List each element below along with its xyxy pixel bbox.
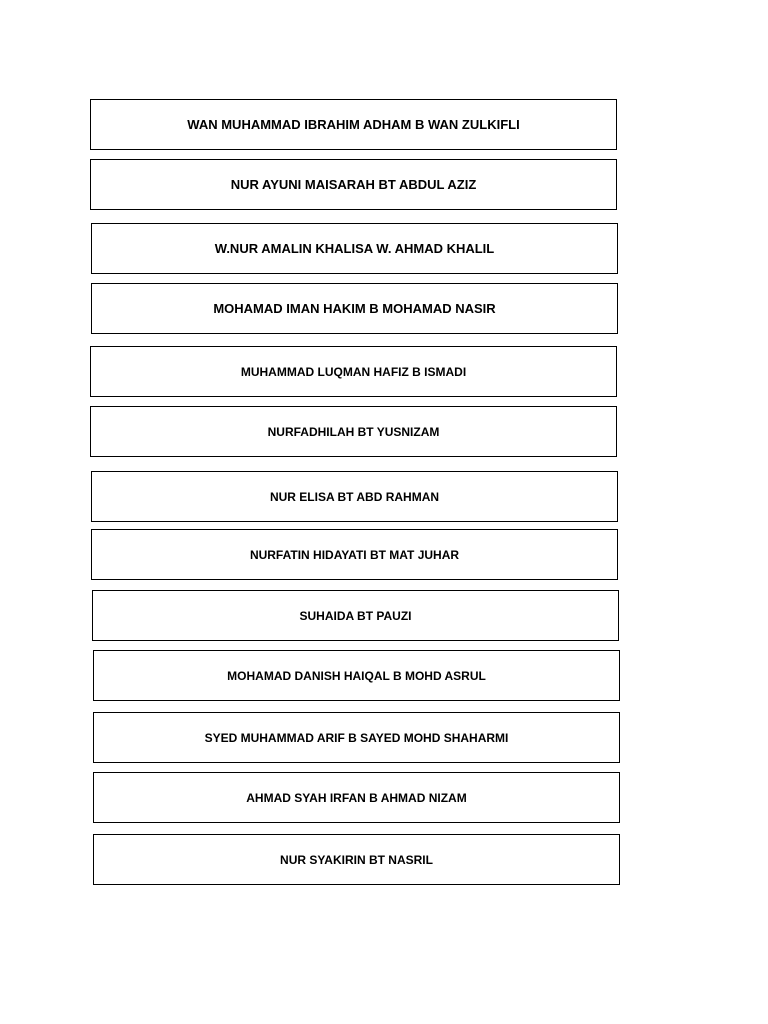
name-label: MUHAMMAD LUQMAN HAFIZ B ISMADI [240, 364, 467, 379]
name-box [91, 529, 618, 580]
name-box [93, 834, 620, 885]
name-label: WAN MUHAMMAD IBRAHIM ADHAM B WAN ZULKIFLI [187, 117, 520, 132]
name-label: NURFADHILAH BT YUSNIZAM [267, 424, 440, 439]
name-box [93, 712, 620, 763]
name-label: SUHAIDA BT PAUZI [299, 608, 412, 623]
name-box [90, 346, 617, 397]
name-box [90, 159, 617, 210]
name-box [91, 471, 618, 522]
name-box [91, 223, 618, 274]
name-box [92, 590, 619, 641]
name-label: NUR SYAKIRIN BT NASRIL [280, 852, 433, 867]
name-box [90, 406, 617, 457]
name-label: NUR AYUNI MAISARAH BT ABDUL AZIZ [230, 177, 477, 192]
name-box [93, 772, 620, 823]
name-box [90, 99, 617, 150]
name-label: AHMAD SYAH IRFAN B AHMAD NIZAM [246, 790, 467, 805]
name-label: MOHAMAD DANISH HAIQAL B MOHD ASRUL [227, 668, 486, 683]
name-label: NURFATIN HIDAYATI BT MAT JUHAR [249, 547, 460, 562]
name-label: NUR ELISA BT ABD RAHMAN [269, 489, 440, 504]
name-box [93, 650, 620, 701]
name-box [91, 283, 618, 334]
name-label: W.NUR AMALIN KHALISA W. AHMAD KHALIL [214, 241, 495, 256]
name-label: MOHAMAD IMAN HAKIM B MOHAMAD NASIR [213, 301, 496, 316]
name-label: SYED MUHAMMAD ARIF B SAYED MOHD SHAHARMI [204, 730, 509, 745]
